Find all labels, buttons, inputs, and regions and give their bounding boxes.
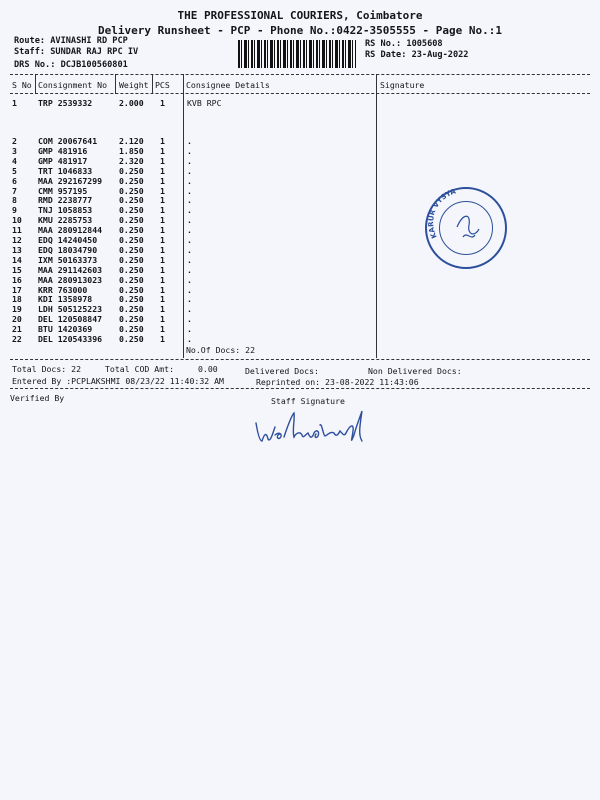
cell-weight: 0.250 — [119, 165, 144, 176]
delivered-docs: Delivered Docs: — [245, 366, 319, 376]
cell-pcs: 1 — [160, 195, 165, 206]
cell-pcs: 1 — [160, 155, 165, 166]
cell-consignee: . — [187, 165, 192, 176]
cell-consignee: . — [187, 155, 192, 166]
cell-pcs: 1 — [160, 274, 165, 285]
cell-weight: 0.250 — [119, 314, 144, 325]
runsheet-subtitle: Delivery Runsheet - PCP - Phone No.:0422-3505555 - Page No.:1 — [98, 24, 502, 37]
cell-weight: 0.250 — [119, 175, 144, 186]
cell-consignee: . — [187, 235, 192, 245]
cell-consignment: DEL 120543396 — [38, 334, 103, 344]
verified-by: Verified By — [10, 393, 65, 403]
cell-consignment: TRP 2539332 — [38, 98, 93, 108]
table-bottom-rule — [10, 359, 590, 360]
barcode — [238, 40, 356, 68]
cell-consignee: . — [187, 304, 192, 315]
cell-pcs: 1 — [160, 98, 165, 108]
col-header-pcs: PCS — [155, 80, 170, 90]
cell-consignment: CMM 957195 — [38, 185, 88, 196]
cell-sno: 4 — [12, 155, 17, 166]
cell-sno: 15 — [12, 264, 22, 275]
column-divider — [35, 74, 36, 94]
total-cod-label: Total COD Amt: — [105, 364, 175, 374]
col-header-signature: Signature — [380, 80, 425, 90]
table-row — [10, 98, 222, 108]
cell-weight: 0.250 — [119, 294, 144, 305]
cell-pcs: 1 — [160, 324, 165, 335]
cell-sno: 7 — [12, 185, 17, 196]
cell-sno: 1 — [12, 98, 17, 108]
table-row — [10, 136, 210, 146]
rs-date: RS Date: 23-Aug-2022 — [365, 50, 469, 60]
cell-pcs: 1 — [160, 294, 165, 305]
cell-consignment: MAA 280912844 — [38, 225, 103, 236]
cell-consignment: BTU 1420369 — [38, 324, 93, 335]
cell-pcs: 1 — [160, 225, 165, 236]
table-row — [10, 275, 210, 285]
table-header-rule — [10, 93, 590, 94]
handwritten-signature — [250, 405, 390, 453]
cell-consignment: KRR 763000 — [38, 284, 88, 295]
cell-pcs: 1 — [160, 136, 165, 146]
cell-weight: 0.250 — [119, 264, 144, 275]
cell-sno: 8 — [12, 195, 17, 206]
cell-sno: 13 — [12, 244, 22, 255]
table-top-rule — [10, 74, 590, 75]
column-divider — [115, 74, 116, 94]
cell-sno: 14 — [12, 254, 22, 265]
col-header-sno: S No — [12, 80, 32, 90]
cell-sno: 9 — [12, 205, 17, 216]
cell-pcs: 1 — [160, 304, 165, 315]
table-row — [10, 245, 210, 255]
cell-weight: 0.250 — [119, 254, 144, 265]
total-docs: Total Docs: 22 — [12, 364, 82, 374]
cell-sno: 2 — [12, 136, 17, 146]
cell-consignee: . — [187, 215, 192, 226]
cell-consignee: . — [187, 185, 192, 196]
table-row — [10, 225, 210, 235]
table-row — [10, 304, 210, 314]
cell-consignee: . — [187, 225, 192, 236]
cell-consignment: IXM 50163373 — [38, 254, 98, 265]
table-row — [10, 255, 210, 265]
bank-stamp — [425, 187, 507, 269]
cell-pcs: 1 — [160, 185, 165, 196]
table-row — [10, 156, 210, 166]
cell-weight: 0.250 — [119, 205, 144, 216]
cell-consignment: TRT 1046833 — [38, 165, 93, 176]
table-row — [10, 294, 210, 304]
column-divider — [152, 74, 153, 94]
cell-consignment: COM 20067641 — [38, 136, 98, 146]
table-row — [10, 265, 210, 275]
cell-consignee: . — [187, 314, 192, 325]
cell-pcs: 1 — [160, 145, 165, 156]
cell-pcs: 1 — [160, 254, 165, 265]
cell-weight: 2.000 — [119, 98, 144, 108]
cell-weight: 2.120 — [119, 136, 144, 146]
cell-consignment: EDQ 18034790 — [38, 244, 98, 255]
cell-sno: 5 — [12, 165, 17, 176]
cell-consignment: RMD 2238777 — [38, 195, 93, 206]
cell-consignee: . — [187, 294, 192, 305]
stamp-text — [427, 189, 505, 267]
cell-pcs: 1 — [160, 205, 165, 216]
cell-consignee: . — [187, 254, 192, 265]
cell-consignment: EDQ 14240450 — [38, 235, 98, 245]
cell-weight: 0.250 — [119, 235, 144, 245]
cell-consignee: . — [187, 324, 192, 335]
cell-sno: 22 — [12, 334, 22, 344]
col-header-weight: Weight — [119, 80, 149, 90]
cell-sno: 20 — [12, 314, 22, 325]
cell-consignee: . — [187, 195, 192, 206]
cell-pcs: 1 — [160, 264, 165, 275]
cell-pcs: 1 — [160, 334, 165, 344]
cell-weight: 1.850 — [119, 145, 144, 156]
cell-sno: 16 — [12, 274, 22, 285]
cell-sno: 11 — [12, 225, 22, 236]
table-row — [10, 235, 210, 245]
cell-consignee: . — [187, 205, 192, 216]
cell-pcs: 1 — [160, 165, 165, 176]
rs-number: RS No.: 1005608 — [365, 39, 443, 49]
cell-consignee: . — [187, 145, 192, 156]
drs-number: DRS No.: DCJB100560801 — [14, 60, 128, 70]
column-divider — [376, 74, 377, 358]
cell-consignee: . — [187, 274, 192, 285]
cell-consignment: KDI 1358978 — [38, 294, 93, 305]
table-row — [10, 324, 210, 334]
cell-weight: 0.250 — [119, 195, 144, 206]
cell-consignee: . — [187, 264, 192, 275]
table-row — [10, 334, 210, 344]
table-row — [10, 195, 210, 205]
cell-sno: 6 — [12, 175, 17, 186]
cell-weight: 0.250 — [119, 185, 144, 196]
cell-consignment: TNJ 1058853 — [38, 205, 93, 216]
cell-sno: 3 — [12, 145, 17, 156]
cell-sno: 12 — [12, 235, 22, 245]
cell-pcs: 1 — [160, 284, 165, 295]
cell-consignee: . — [187, 136, 192, 146]
cell-weight: 2.320 — [119, 155, 144, 166]
cell-weight: 0.250 — [119, 215, 144, 226]
staff-signature-label: Staff Signature — [271, 396, 345, 406]
cell-weight: 0.250 — [119, 225, 144, 236]
reprinted-on: Reprinted on: 23-08-2022 11:43:06 — [256, 377, 419, 387]
cell-consignment: LDH 505125223 — [38, 304, 103, 315]
cell-pcs: 1 — [160, 175, 165, 186]
cell-consignment: GMP 481916 — [38, 145, 88, 156]
table-row — [10, 186, 210, 196]
cell-weight: 0.250 — [119, 284, 144, 295]
cell-sno: 21 — [12, 324, 22, 335]
cell-consignee: KVB RPC — [187, 98, 222, 108]
cell-sno: 17 — [12, 284, 22, 295]
col-header-consignment: Consignment No — [38, 80, 108, 90]
table-row — [10, 176, 210, 186]
cell-consignee: . — [187, 284, 192, 295]
svg-text:KARUR VYSYA: KARUR VYSYA — [427, 189, 457, 240]
col-header-consignee: Consignee Details — [186, 80, 270, 90]
cell-weight: 0.250 — [119, 304, 144, 315]
total-cod-value: 0.00 — [198, 364, 218, 374]
table-row — [10, 166, 210, 176]
cell-consignee: . — [187, 334, 192, 344]
cell-pcs: 1 — [160, 244, 165, 255]
table-row — [10, 205, 210, 215]
route-label: Route: AVINASHI RD PCP — [14, 36, 128, 46]
cell-consignment: DEL 120508847 — [38, 314, 103, 325]
cell-consignee: . — [187, 244, 192, 255]
cell-weight: 0.250 — [119, 244, 144, 255]
cell-pcs: 1 — [160, 215, 165, 226]
cell-sno: 10 — [12, 215, 22, 226]
no-of-docs: No.Of Docs: 22 — [186, 345, 256, 355]
company-title: THE PROFESSIONAL COURIERS, Coimbatore — [177, 9, 423, 22]
cell-consignee: . — [187, 175, 192, 186]
cell-consignment: MAA 292167299 — [38, 175, 103, 186]
table-row — [10, 314, 210, 324]
cell-consignment: KMU 2285753 — [38, 215, 93, 226]
cell-consignment: GMP 481917 — [38, 155, 88, 166]
cell-pcs: 1 — [160, 314, 165, 325]
cell-sno: 19 — [12, 304, 22, 315]
table-row — [10, 146, 210, 156]
cell-pcs: 1 — [160, 235, 165, 245]
non-delivered-docs: Non Delivered Docs: — [368, 366, 462, 376]
cell-consignment: MAA 280913023 — [38, 274, 103, 285]
cell-weight: 0.250 — [119, 324, 144, 335]
cell-weight: 0.250 — [119, 274, 144, 285]
cell-weight: 0.250 — [119, 334, 144, 344]
footer-rule — [10, 388, 590, 389]
staff-label: Staff: SUNDAR RAJ RPC IV — [14, 47, 139, 57]
entered-by: Entered By :PCPLAKSHMI 08/23/22 11:40:32 AM — [12, 376, 224, 386]
cell-consignment: MAA 291142603 — [38, 264, 103, 275]
table-row — [10, 215, 210, 225]
cell-sno: 18 — [12, 294, 22, 305]
table-row — [10, 285, 210, 295]
